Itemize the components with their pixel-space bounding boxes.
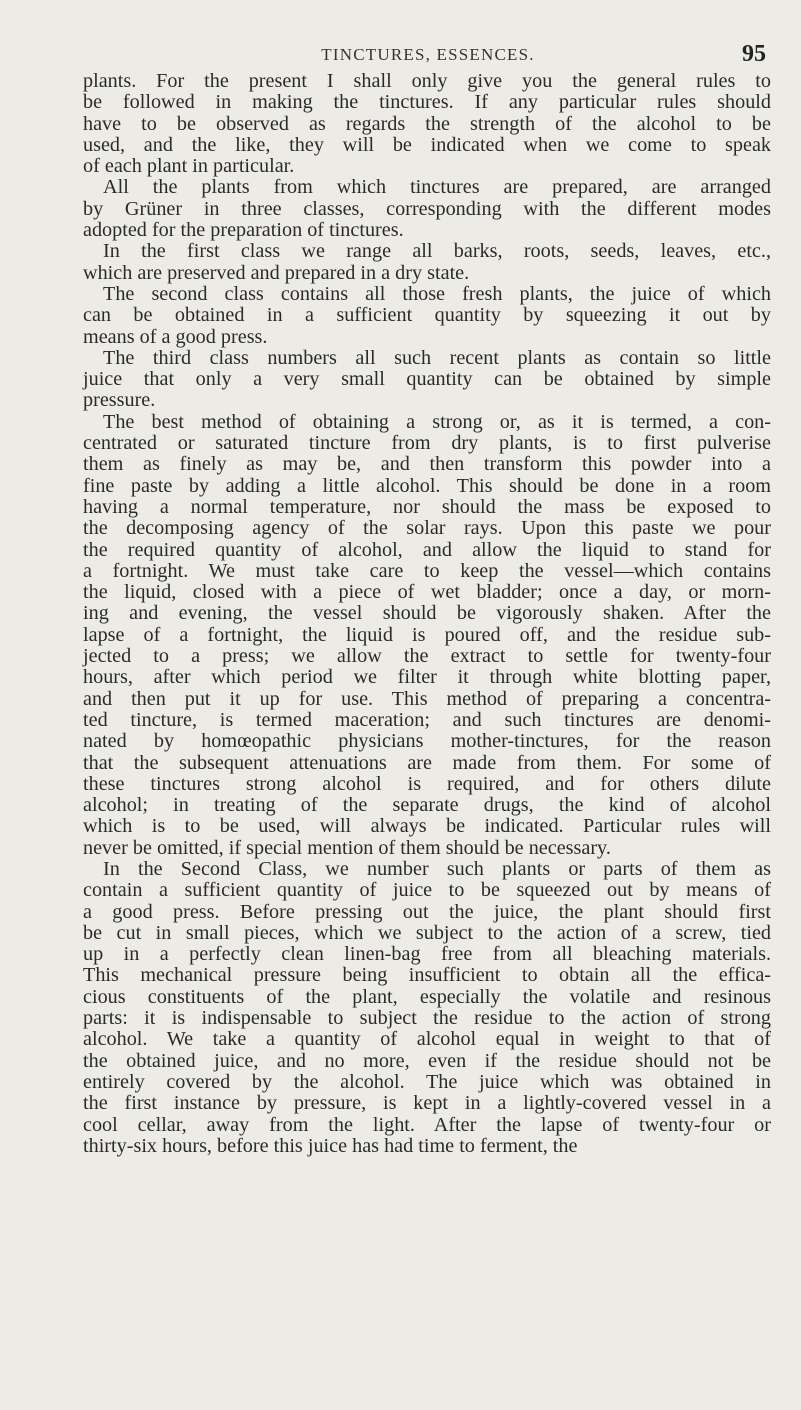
text-line: which is to be used, will always be indicated. Particular rules will — [83, 815, 771, 838]
text-line: centrated or saturated tincture from dry plants, is to first pulverise — [83, 432, 771, 455]
text-line: alcohol; in treating of the separate drugs, the kind of alcohol — [83, 794, 771, 817]
text-line: parts: it is indispensable to subject the residue to the action of strong — [83, 1007, 771, 1030]
body-text — [83, 71, 771, 1157]
text-line: The third class numbers all such recent plants as contain so little — [103, 346, 771, 369]
text-line: pressure. — [83, 389, 156, 412]
text-line: nated by homœopathic physicians mother-tinctures, for the reason — [83, 730, 771, 753]
text-line: up in a perfectly clean linen-bag free from all bleaching materials. — [83, 943, 771, 966]
text-line: which are preserved and prepared in a dry state. — [83, 261, 470, 284]
text-line: the required quantity of alcohol, and allow the liquid to stand for — [83, 538, 771, 561]
text-line: thirty-six hours, before this juice has had time to ferment, the — [83, 1134, 578, 1157]
text-line: The best method of obtaining a strong or, as it is termed, a con- — [103, 410, 771, 433]
text-line: have to be observed as regards the strength of the alcohol to be — [83, 112, 771, 135]
text-line: the decomposing agency of the solar rays. Upon this paste we pour — [83, 517, 771, 540]
text-line: having a normal temperature, nor should the mass be exposed to — [83, 495, 771, 518]
text-line: the first instance by pressure, is kept in a lightly-covered vessel in a — [83, 1092, 771, 1115]
text-line: alcohol. We take a quantity of alcohol equal in weight to that of — [83, 1028, 771, 1051]
text-line: be cut in small pieces, which we subject to the action of a screw, tied — [83, 921, 771, 944]
text-line: jected to a press; we allow the extract to settle for twenty-four — [83, 645, 771, 668]
text-line: juice that only a very small quantity can be obtained by simple — [83, 368, 771, 391]
text-line: cool cellar, away from the light. After the lapse of twenty-four or — [83, 1113, 771, 1136]
text-line: plants. For the present I shall only give you the general rules to — [83, 70, 771, 92]
text-line: All the plants from which tinctures are prepared, are arranged — [103, 176, 771, 199]
page-number: 95 — [742, 41, 766, 67]
text-line: never be omitted, if special mention of them should be necessary. — [83, 836, 611, 859]
text-line: contain a sufficient quantity of juice to be squeezed out by means of — [83, 879, 771, 902]
text-line: the liquid, closed with a piece of wet bladder; once a day, or morn- — [83, 581, 771, 604]
text-line: means of a good press. — [83, 325, 268, 348]
text-line: entirely covered by the alcohol. The juice which was obtained in — [83, 1070, 771, 1093]
text-line: and then put it up for use. This method of preparing a concentra- — [83, 687, 771, 710]
text-line: lapse of a fortnight, the liquid is poured off, and the residue sub- — [83, 623, 771, 646]
text-line: them as finely as may be, and then transform this powder into a — [83, 453, 771, 476]
text-line: these tinctures strong alcohol is required, and for others dilute — [83, 772, 771, 795]
text-line: In the first class we range all barks, roots, seeds, leaves, etc., — [103, 240, 771, 263]
text-line: In the Second Class, we number such plants or parts of them as — [103, 857, 771, 880]
text-line: can be obtained in a sufficient quantity by squeezing it out by — [83, 304, 771, 327]
running-title: TINCTURES, ESSENCES. — [321, 45, 535, 64]
text-line: that the subsequent attenuations are made from them. For some of — [83, 751, 771, 774]
text-line: ing and evening, the vessel should be vigorously shaken. After the — [83, 602, 771, 625]
text-line: ted tincture, is termed maceration; and such tinctures are denomi- — [83, 708, 771, 731]
text-line: hours, after which period we filter it through white blotting paper, — [83, 666, 771, 689]
text-line: the obtained juice, and no more, even if the residue should not be — [83, 1049, 771, 1072]
text-line: be followed in making the tinctures. If any particular rules should — [83, 91, 771, 114]
text-line: of each plant in particular. — [83, 155, 295, 178]
text-line: The second class contains all those fresh plants, the juice of which — [103, 282, 771, 305]
text-line: a good press. Before pressing out the juice, the plant should first — [83, 900, 771, 923]
text-line: a fortnight. We must take care to keep the vessel—which contains — [83, 559, 771, 582]
text-line: fine paste by adding a little alcohol. This should be done in a room — [83, 474, 771, 497]
text-line: used, and the like, they will be indicated when we come to speak — [83, 133, 771, 156]
text-line: This mechanical pressure being insufficient to obtain all the effica- — [83, 964, 771, 987]
text-line: by Grüner in three classes, corresponding with the different modes — [83, 197, 771, 220]
text-line: cious constituents of the plant, especially the volatile and resinous — [83, 985, 771, 1008]
text-line: adopted for the preparation of tinctures. — [83, 219, 404, 242]
